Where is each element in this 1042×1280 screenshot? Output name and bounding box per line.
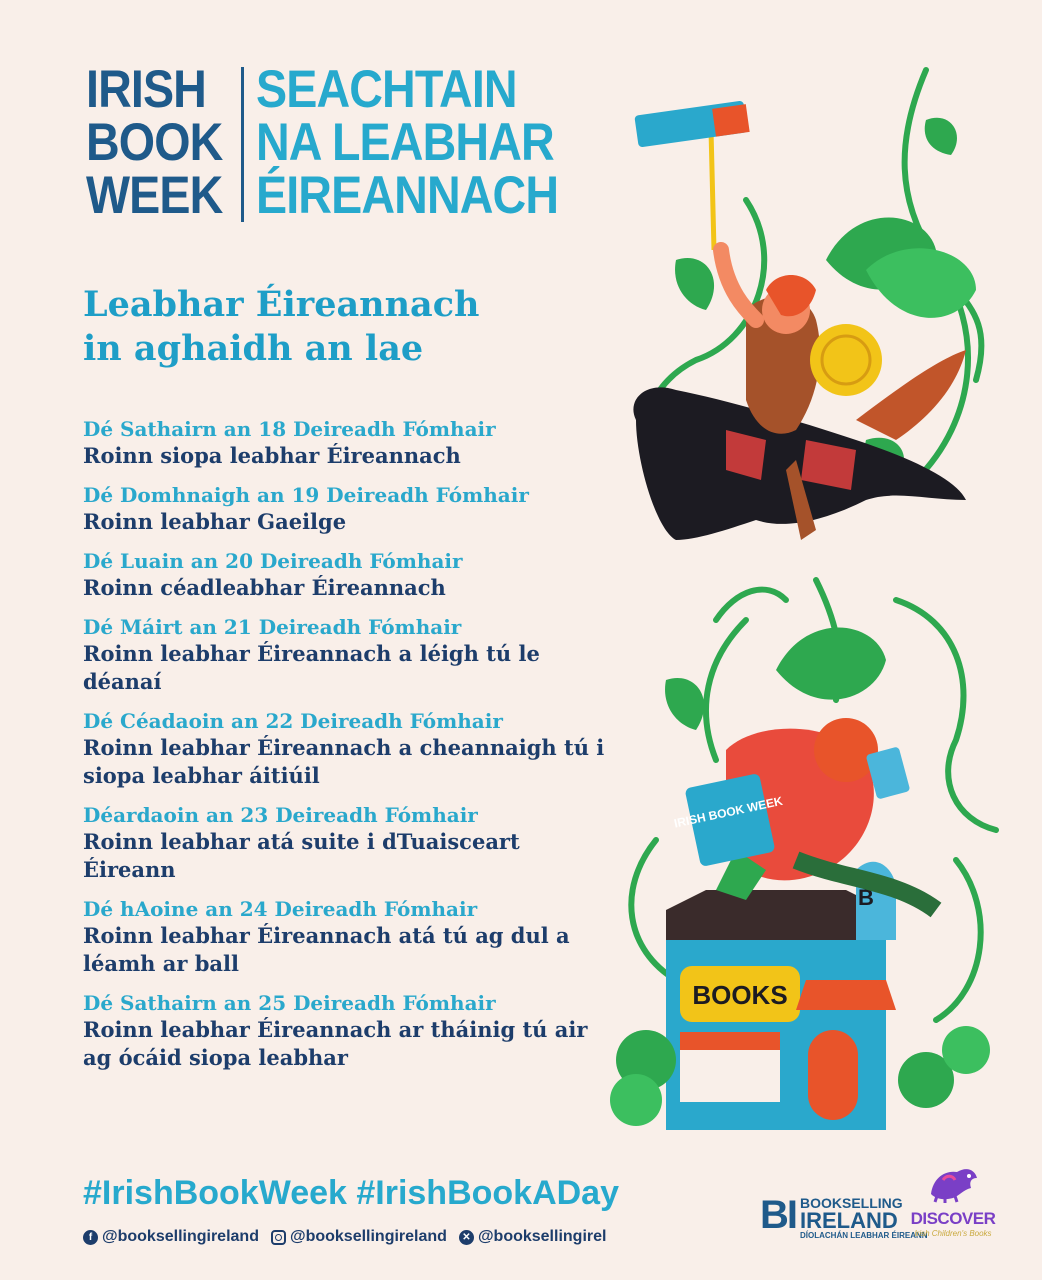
- book-shop: [666, 862, 896, 1130]
- bag-label: IRISH BOOK WEEK: [672, 793, 784, 831]
- bi-line-2: IRELAND: [800, 1208, 898, 1233]
- social-handles: [83, 1228, 618, 1246]
- social-x[interactable]: [459, 1228, 607, 1246]
- hashtags: #IrishBookWeek #IrishBookADay: [83, 1174, 619, 1212]
- logo-ga-line: ÉIREANNACH: [256, 166, 559, 225]
- schedule-date: Dé Máirt an 21 Deireadh Fómhair: [83, 615, 462, 639]
- discover-logo: [906, 1160, 1000, 1238]
- schedule-desc: Roinn leabhar Gaeilge: [83, 509, 347, 534]
- discover-sub: Irish Children's Books: [914, 1229, 992, 1238]
- schedule-date: Dé Céadaoin an 22 Deireadh Fómhair: [83, 709, 503, 733]
- schedule-item: [83, 990, 643, 1072]
- instagram-icon: [271, 1230, 286, 1245]
- shop-sign: BOOKS: [692, 980, 788, 1010]
- social-handle: @booksellingireland: [289, 1228, 447, 1245]
- headline: [83, 283, 479, 371]
- bi-line-1: BOOKSELLING: [800, 1195, 903, 1211]
- schedule-date: Dé hAoine an 24 Deireadh Fómhair: [83, 897, 478, 921]
- facebook-icon: f: [83, 1230, 98, 1245]
- social-facebook[interactable]: [83, 1228, 259, 1246]
- schedule-date: Dé Luain an 20 Deireadh Fómhair: [83, 549, 463, 573]
- logo-en-line: WEEK: [86, 166, 223, 225]
- illustration: [596, 60, 1016, 1140]
- schedule-desc: Roinn leabhar Éireannach a léigh tú le déanaí: [83, 641, 540, 694]
- discover-creature-icon: [923, 1160, 983, 1204]
- discover-word: DISCOVER: [910, 1209, 996, 1228]
- schedule-desc: Roinn leabhar Éireannach a cheannaigh tú i siopa leabhar áitiúil: [83, 735, 605, 788]
- daily-schedule: [83, 416, 643, 1084]
- schedule-item: [83, 896, 643, 978]
- schedule-date: Déardaoin an 23 Deireadh Fómhair: [83, 803, 478, 827]
- logo-english: [86, 60, 241, 225]
- logo-en-line: BOOK: [86, 113, 223, 172]
- bi-line-3: DÍOLACHÁN LEABHAR ÉIREANN: [800, 1231, 928, 1240]
- schedule-date: Dé Sathairn an 18 Deireadh Fómhair: [83, 417, 496, 441]
- schedule-item: [83, 416, 643, 470]
- logo-en-line: IRISH: [86, 60, 206, 119]
- social-handle: @booksellingirel: [477, 1228, 607, 1245]
- shop-letter: B: [858, 885, 874, 910]
- headline-line-2: in aghaidh an lae: [83, 328, 424, 369]
- schedule-date: Dé Sathairn an 25 Deireadh Fómhair: [83, 991, 496, 1015]
- logo-ga-line: SEACHTAIN: [256, 60, 517, 119]
- schedule-desc: Roinn leabhar atá suite i dTuaisceart Éireann: [83, 829, 520, 882]
- schedule-item: [83, 482, 643, 536]
- schedule-desc: Roinn siopa leabhar Éireannach: [83, 443, 461, 468]
- logo-ga-line: NA LEABHAR: [256, 113, 554, 172]
- social-instagram[interactable]: [271, 1228, 447, 1246]
- logo-divider: [241, 67, 244, 222]
- bi-mark: BI: [760, 1193, 796, 1237]
- schedule-item: [83, 802, 643, 884]
- schedule-item: [83, 548, 643, 602]
- headline-line-1: Leabhar Éireannach: [83, 284, 480, 325]
- social-handle: @booksellingireland: [102, 1228, 259, 1245]
- x-icon: ✕: [459, 1230, 474, 1245]
- logo-irish: [256, 60, 599, 225]
- schedule-desc: Roinn leabhar Éireannach ar tháinig tú air ag ócáid siopa leabhar: [83, 1017, 588, 1070]
- bookselling-ireland-logo: [760, 1193, 928, 1241]
- schedule-desc: Roinn leabhar Éireannach atá tú ag dul a léamh ar ball: [83, 923, 570, 976]
- irish-book-week-logo: [86, 60, 599, 225]
- schedule-date: Dé Domhnaigh an 19 Deireadh Fómhair: [83, 483, 529, 507]
- schedule-item: [83, 614, 643, 696]
- schedule-desc: Roinn céadleabhar Éireannach: [83, 575, 446, 600]
- schedule-item: [83, 708, 643, 790]
